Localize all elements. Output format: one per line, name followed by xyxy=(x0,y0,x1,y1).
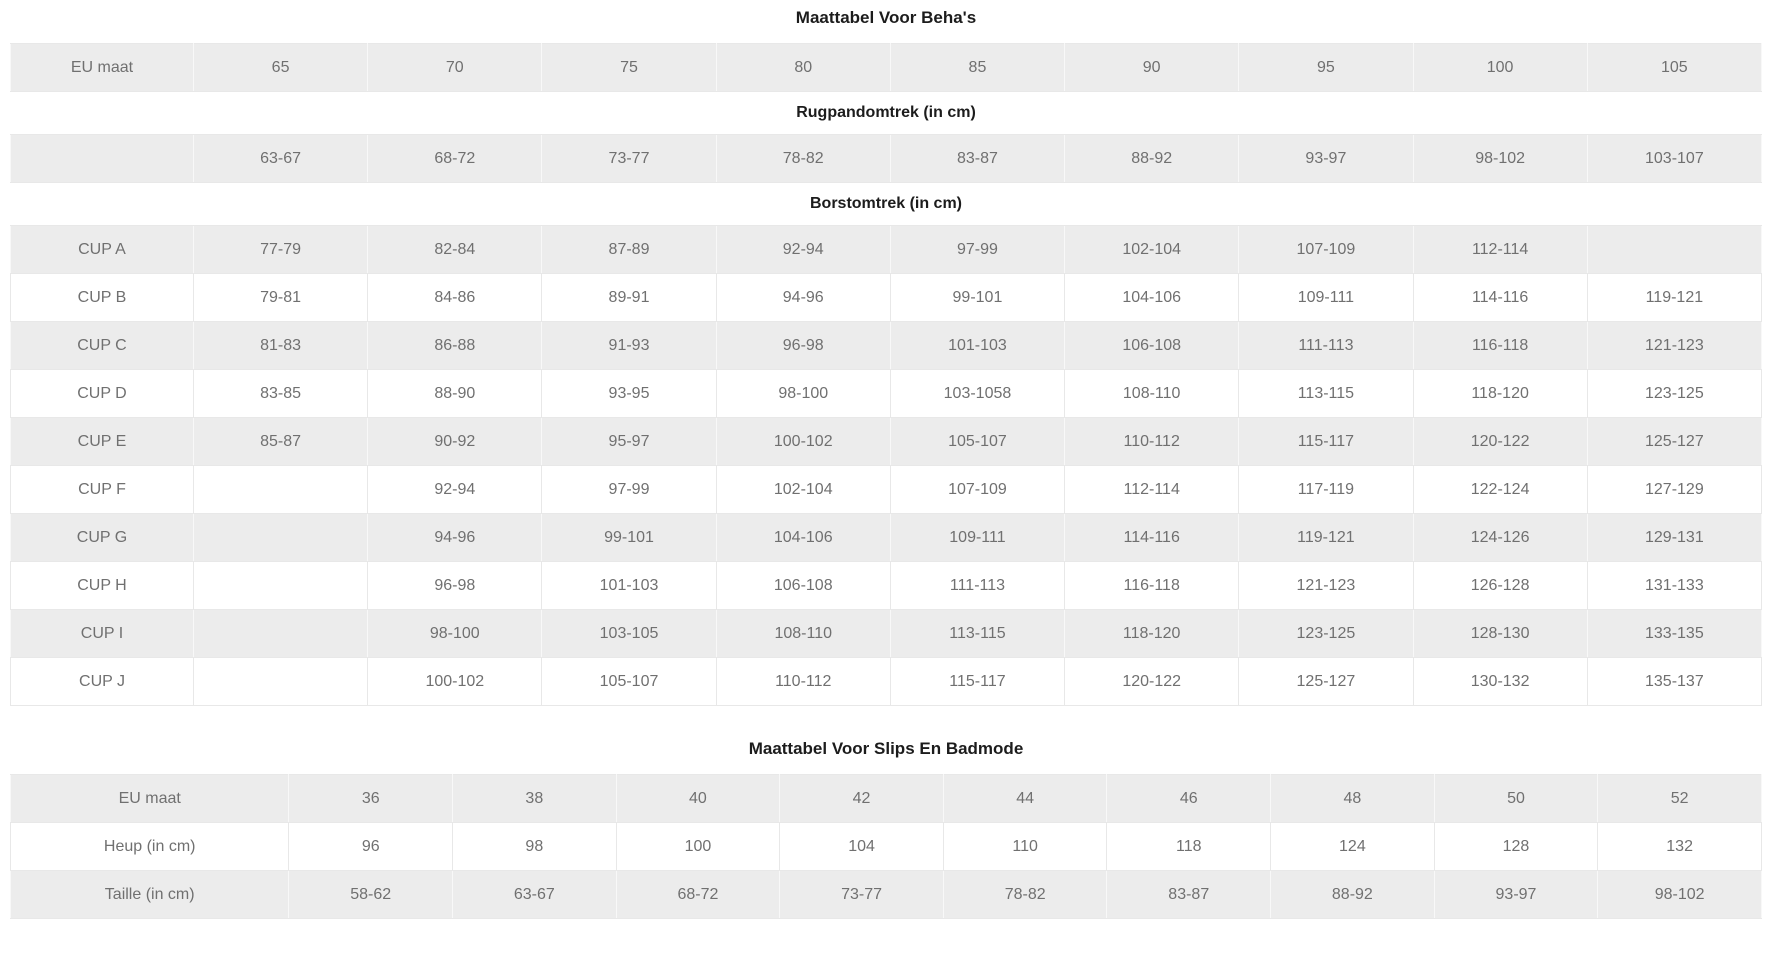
cup-row xyxy=(11,226,1762,274)
size-cell: 95 xyxy=(1239,44,1413,92)
value-cell: 99-101 xyxy=(890,274,1064,322)
size-cell: 65 xyxy=(193,44,367,92)
value-cell: 92-94 xyxy=(716,226,890,274)
value-cell: 128-130 xyxy=(1413,610,1587,658)
value-cell: 68-72 xyxy=(368,135,542,183)
value-cell: 123-125 xyxy=(1239,610,1413,658)
value-cell: 110-112 xyxy=(1065,418,1239,466)
value-cell: 118-120 xyxy=(1413,370,1587,418)
value-cell: 131-133 xyxy=(1587,562,1761,610)
value-cell: 123-125 xyxy=(1587,370,1761,418)
band-section-title: Rugpandomtrek (in cm) xyxy=(11,92,1762,135)
value-cell: 110 xyxy=(943,823,1107,871)
value-cell: 96-98 xyxy=(716,322,890,370)
briefs-table-title: Maattabel Voor Slips En Badmode xyxy=(748,739,1024,758)
value-cell: 102-104 xyxy=(716,466,890,514)
value-cell: 122-124 xyxy=(1413,466,1587,514)
value-cell: 115-117 xyxy=(1239,418,1413,466)
value-cell: 98 xyxy=(453,823,617,871)
value-cell: 93-97 xyxy=(1434,871,1598,919)
row-label-cell: CUP D xyxy=(11,370,194,418)
value-cell: 36 xyxy=(289,775,453,823)
row-label-cell xyxy=(11,135,194,183)
row-label-cell: EU maat xyxy=(11,44,194,92)
cup-row xyxy=(11,562,1762,610)
value-cell: 85-87 xyxy=(193,418,367,466)
cup-row xyxy=(11,514,1762,562)
value-cell: 124 xyxy=(1271,823,1435,871)
value-cell: 100-102 xyxy=(368,658,542,706)
value-cell: 121-123 xyxy=(1239,562,1413,610)
value-cell: 112-114 xyxy=(1065,466,1239,514)
row-label-cell: CUP C xyxy=(11,322,194,370)
value-cell xyxy=(1587,226,1761,274)
value-cell: 107-109 xyxy=(1239,226,1413,274)
value-cell: 109-111 xyxy=(890,514,1064,562)
value-cell: 44 xyxy=(943,775,1107,823)
value-cell xyxy=(193,466,367,514)
value-cell: 124-126 xyxy=(1413,514,1587,562)
value-cell: 130-132 xyxy=(1413,658,1587,706)
value-cell: 113-115 xyxy=(890,610,1064,658)
value-cell: 112-114 xyxy=(1413,226,1587,274)
value-cell: 84-86 xyxy=(368,274,542,322)
value-cell: 110-112 xyxy=(716,658,890,706)
value-cell: 98-100 xyxy=(716,370,890,418)
bust-section-row xyxy=(11,183,1762,226)
value-cell: 114-116 xyxy=(1065,514,1239,562)
value-cell: 118-120 xyxy=(1065,610,1239,658)
value-cell: 97-99 xyxy=(542,466,716,514)
value-cell: 101-103 xyxy=(542,562,716,610)
value-cell: 105-107 xyxy=(542,658,716,706)
value-cell: 120-122 xyxy=(1413,418,1587,466)
value-cell: 104 xyxy=(780,823,944,871)
value-cell: 133-135 xyxy=(1587,610,1761,658)
row-label-cell: CUP G xyxy=(11,514,194,562)
value-cell: 108-110 xyxy=(1065,370,1239,418)
value-cell: 104-106 xyxy=(716,514,890,562)
value-cell: 103-1058 xyxy=(890,370,1064,418)
value-cell: 127-129 xyxy=(1587,466,1761,514)
value-cell: 96-98 xyxy=(368,562,542,610)
value-cell: 97-99 xyxy=(890,226,1064,274)
value-cell: 40 xyxy=(616,775,780,823)
value-cell: 79-81 xyxy=(193,274,367,322)
value-cell: 120-122 xyxy=(1065,658,1239,706)
value-cell: 83-87 xyxy=(890,135,1064,183)
row-label-cell: Heup (in cm) xyxy=(11,823,289,871)
value-cell: 93-95 xyxy=(542,370,716,418)
value-cell: 103-107 xyxy=(1587,135,1761,183)
value-cell: 125-127 xyxy=(1239,658,1413,706)
value-cell xyxy=(193,514,367,562)
value-cell: 92-94 xyxy=(368,466,542,514)
row-label-cell: Taille (in cm) xyxy=(11,871,289,919)
cup-row xyxy=(11,418,1762,466)
value-cell: 86-88 xyxy=(368,322,542,370)
value-cell: 87-89 xyxy=(542,226,716,274)
value-cell: 88-90 xyxy=(368,370,542,418)
value-cell: 38 xyxy=(453,775,617,823)
value-cell: 63-67 xyxy=(453,871,617,919)
measurement-row xyxy=(11,871,1762,919)
size-cell: 85 xyxy=(890,44,1064,92)
bra-size-table xyxy=(10,43,1762,706)
row-label-cell: CUP H xyxy=(11,562,194,610)
row-label-cell: EU maat xyxy=(11,775,289,823)
value-cell: 107-109 xyxy=(890,466,1064,514)
value-cell: 99-101 xyxy=(542,514,716,562)
size-cell: 105 xyxy=(1587,44,1761,92)
value-cell: 52 xyxy=(1598,775,1762,823)
row-label-cell: CUP E xyxy=(11,418,194,466)
value-cell: 101-103 xyxy=(890,322,1064,370)
value-cell: 116-118 xyxy=(1413,322,1587,370)
value-cell: 126-128 xyxy=(1413,562,1587,610)
value-cell: 82-84 xyxy=(368,226,542,274)
value-cell: 98-102 xyxy=(1598,871,1762,919)
row-label-cell: CUP F xyxy=(11,466,194,514)
value-cell: 83-85 xyxy=(193,370,367,418)
value-cell: 114-116 xyxy=(1413,274,1587,322)
value-cell: 132 xyxy=(1598,823,1762,871)
eu-size-header-row xyxy=(11,44,1762,92)
value-cell: 95-97 xyxy=(542,418,716,466)
size-cell: 100 xyxy=(1413,44,1587,92)
value-cell: 100 xyxy=(616,823,780,871)
cup-row xyxy=(11,466,1762,514)
value-cell: 83-87 xyxy=(1107,871,1271,919)
value-cell: 119-121 xyxy=(1239,514,1413,562)
value-cell: 93-97 xyxy=(1239,135,1413,183)
value-cell: 98-102 xyxy=(1413,135,1587,183)
value-cell: 109-111 xyxy=(1239,274,1413,322)
value-cell: 128 xyxy=(1434,823,1598,871)
value-cell: 89-91 xyxy=(542,274,716,322)
value-cell: 105-107 xyxy=(890,418,1064,466)
measurement-row xyxy=(11,775,1762,823)
briefs-size-table xyxy=(10,774,1762,919)
value-cell: 106-108 xyxy=(716,562,890,610)
value-cell: 111-113 xyxy=(1239,322,1413,370)
value-cell: 73-77 xyxy=(542,135,716,183)
value-cell: 106-108 xyxy=(1065,322,1239,370)
value-cell xyxy=(193,610,367,658)
value-cell: 129-131 xyxy=(1587,514,1761,562)
value-cell: 113-115 xyxy=(1239,370,1413,418)
cup-row xyxy=(11,274,1762,322)
band-section-row xyxy=(11,92,1762,135)
value-cell: 73-77 xyxy=(780,871,944,919)
row-label-cell: CUP B xyxy=(11,274,194,322)
value-cell: 135-137 xyxy=(1587,658,1761,706)
value-cell: 98-100 xyxy=(368,610,542,658)
value-cell: 121-123 xyxy=(1587,322,1761,370)
value-cell: 115-117 xyxy=(890,658,1064,706)
value-cell: 116-118 xyxy=(1065,562,1239,610)
size-cell: 70 xyxy=(368,44,542,92)
size-cell: 75 xyxy=(542,44,716,92)
value-cell: 46 xyxy=(1107,775,1271,823)
cup-row xyxy=(11,658,1762,706)
value-cell: 77-79 xyxy=(193,226,367,274)
band-values-row xyxy=(11,135,1762,183)
value-cell: 78-82 xyxy=(716,135,890,183)
bra-table-title: Maattabel Voor Beha's xyxy=(795,8,977,27)
value-cell: 78-82 xyxy=(943,871,1107,919)
cup-row xyxy=(11,322,1762,370)
value-cell: 48 xyxy=(1271,775,1435,823)
cup-row xyxy=(11,610,1762,658)
size-cell: 80 xyxy=(716,44,890,92)
value-cell: 88-92 xyxy=(1065,135,1239,183)
size-cell: 90 xyxy=(1065,44,1239,92)
measurement-row xyxy=(11,823,1762,871)
value-cell: 68-72 xyxy=(616,871,780,919)
value-cell: 104-106 xyxy=(1065,274,1239,322)
value-cell: 81-83 xyxy=(193,322,367,370)
row-label-cell: CUP I xyxy=(11,610,194,658)
value-cell: 125-127 xyxy=(1587,418,1761,466)
value-cell: 103-105 xyxy=(542,610,716,658)
value-cell: 42 xyxy=(780,775,944,823)
value-cell: 90-92 xyxy=(368,418,542,466)
value-cell: 119-121 xyxy=(1587,274,1761,322)
value-cell: 96 xyxy=(289,823,453,871)
value-cell: 94-96 xyxy=(716,274,890,322)
value-cell: 100-102 xyxy=(716,418,890,466)
bust-section-title: Borstomtrek (in cm) xyxy=(11,183,1762,226)
value-cell: 108-110 xyxy=(716,610,890,658)
row-label-cell: CUP J xyxy=(11,658,194,706)
value-cell: 58-62 xyxy=(289,871,453,919)
value-cell: 117-119 xyxy=(1239,466,1413,514)
value-cell: 118 xyxy=(1107,823,1271,871)
value-cell xyxy=(193,562,367,610)
value-cell: 111-113 xyxy=(890,562,1064,610)
cup-row xyxy=(11,370,1762,418)
value-cell: 50 xyxy=(1434,775,1598,823)
value-cell: 63-67 xyxy=(193,135,367,183)
value-cell xyxy=(193,658,367,706)
value-cell: 94-96 xyxy=(368,514,542,562)
value-cell: 102-104 xyxy=(1065,226,1239,274)
value-cell: 88-92 xyxy=(1271,871,1435,919)
row-label-cell: CUP A xyxy=(11,226,194,274)
value-cell: 91-93 xyxy=(542,322,716,370)
